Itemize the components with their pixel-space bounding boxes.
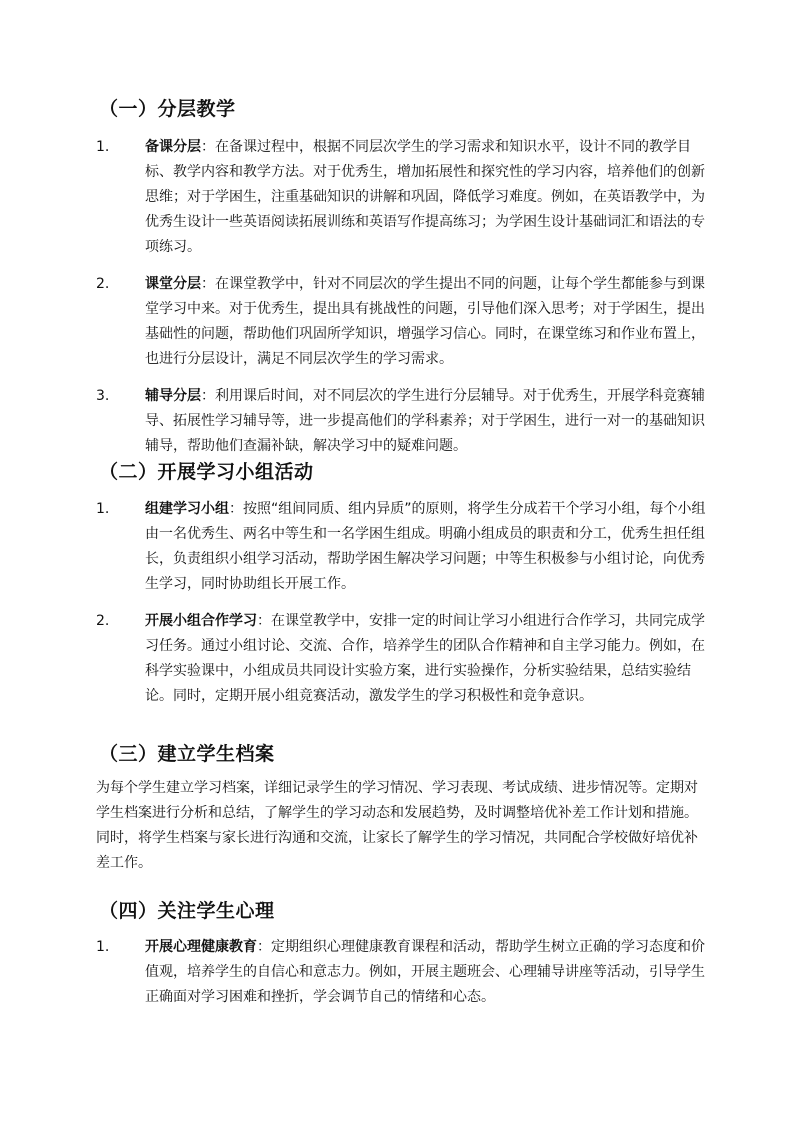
list-number: 2. [96,276,110,292]
section-title-student-psychology: （四）关注学生心理 [99,900,275,922]
list-item [96,609,708,709]
list-item [96,384,708,459]
list-number: 3. [96,388,110,404]
item-title: 开展心理健康教育 [145,939,257,955]
list-number: 1. [96,939,110,955]
item-title: 课堂分层 [145,276,201,292]
list-number: 1. [96,501,110,517]
item-text: ：在课堂教学中，安排一定的时间让学习小组进行合作学习，共同完成学习任务。通过小组讨论、交流、合作，培养学生的团队合作精神和自主学习能力。例如，在科学实验课中，小组成员共同设计实验方案，进行实验操作，分析实验结果，总结实验结论。同时，定期开展小组竞赛活动，激发学生的学习积极性和竞争意识。 [145,613,705,704]
list-number: 1. [96,139,110,155]
study-groups-list [96,497,708,721]
item-text: ：在备课过程中，根据不同层次学生的学习需求和知识水平，设计不同的教学目标、教学内容和教学方法。对于优秀生，增加拓展性和探究性的学习内容，培养他们的创新思维；对于学困生，注重基础知识的讲解和巩固，降低学习难度。例如，在英语教学中，为优秀生设计一些英语阅读拓展训练和英语写作提高练习；为学困生设计基础词汇和语法的专项练习。 [145,139,705,255]
item-title: 辅导分层 [145,388,201,404]
list-item [96,497,708,597]
list-item [96,135,708,260]
item-title: 开展小组合作学习 [145,613,257,629]
section-title-student-files: （三）建立学生档案 [99,743,275,765]
item-title: 备课分层 [145,139,201,155]
item-text: ：定期组织心理健康教育课程和活动，帮助学生树立正确的学习态度和价值观，培养学生的自信心和意志力。例如，开展主题班会、心理辅导讲座等活动，引导学生正确面对学习困难和挫折，学会调节自己的情绪和心态。 [145,939,705,1005]
list-number: 2. [96,613,110,629]
list-item [96,935,708,1010]
student-psychology-list [96,935,708,1022]
tiered-teaching-list [96,135,708,471]
section-title-tiered-teaching: （一）分层教学 [99,98,236,120]
section-title-study-groups: （二）开展学习小组活动 [99,461,314,483]
list-item [96,272,708,372]
item-text: ：在课堂教学中，针对不同层次的学生提出不同的问题，让每个学生都能参与到课堂学习中来。对于优秀生，提出具有挑战性的问题，引导他们深入思考；对于学困生，提出基础性的问题，帮助他们巩固所学知识，增强学习信心。同时，在课堂练习和作业布置上，也进行分层设计，满足不同层次学生的学习需求。 [145,276,705,367]
item-title: 组建学习小组 [145,501,229,517]
item-text: ：按照“组间同质、组内异质”的原则，将学生分成若干个学习小组，每个小组由一名优秀生、两名中等生和一名学困生组成。明确小组成员的职责和分工，优秀生担任组长，负责组织小组学习活动，帮助学困生解决学习问题；中等生积极参与小组讨论，向优秀生学习，同时协助组长开展工作。 [145,501,706,592]
student-files-paragraph: 为每个学生建立学习档案，详细记录学生的学习情况、学习表现、考试成绩、进步情况等。定期对学生档案进行分析和总结，了解学生的学习动态和发展趋势，及时调整培优补差工作计划和措施。同时，将学生档案与家长进行沟通和交流，让家长了解学生的学习情况，共同配合学校做好培优补差工作。 [96,780,698,871]
item-text: ：利用课后时间，对不同层次的学生进行分层辅导。对于优秀生，开展学科竞赛辅导、拓展性学习辅导等，进一步提高他们的学科素养；对于学困生，进行一对一的基础知识辅导，帮助他们查漏补缺，解决学习中的疑难问题。 [145,388,705,454]
